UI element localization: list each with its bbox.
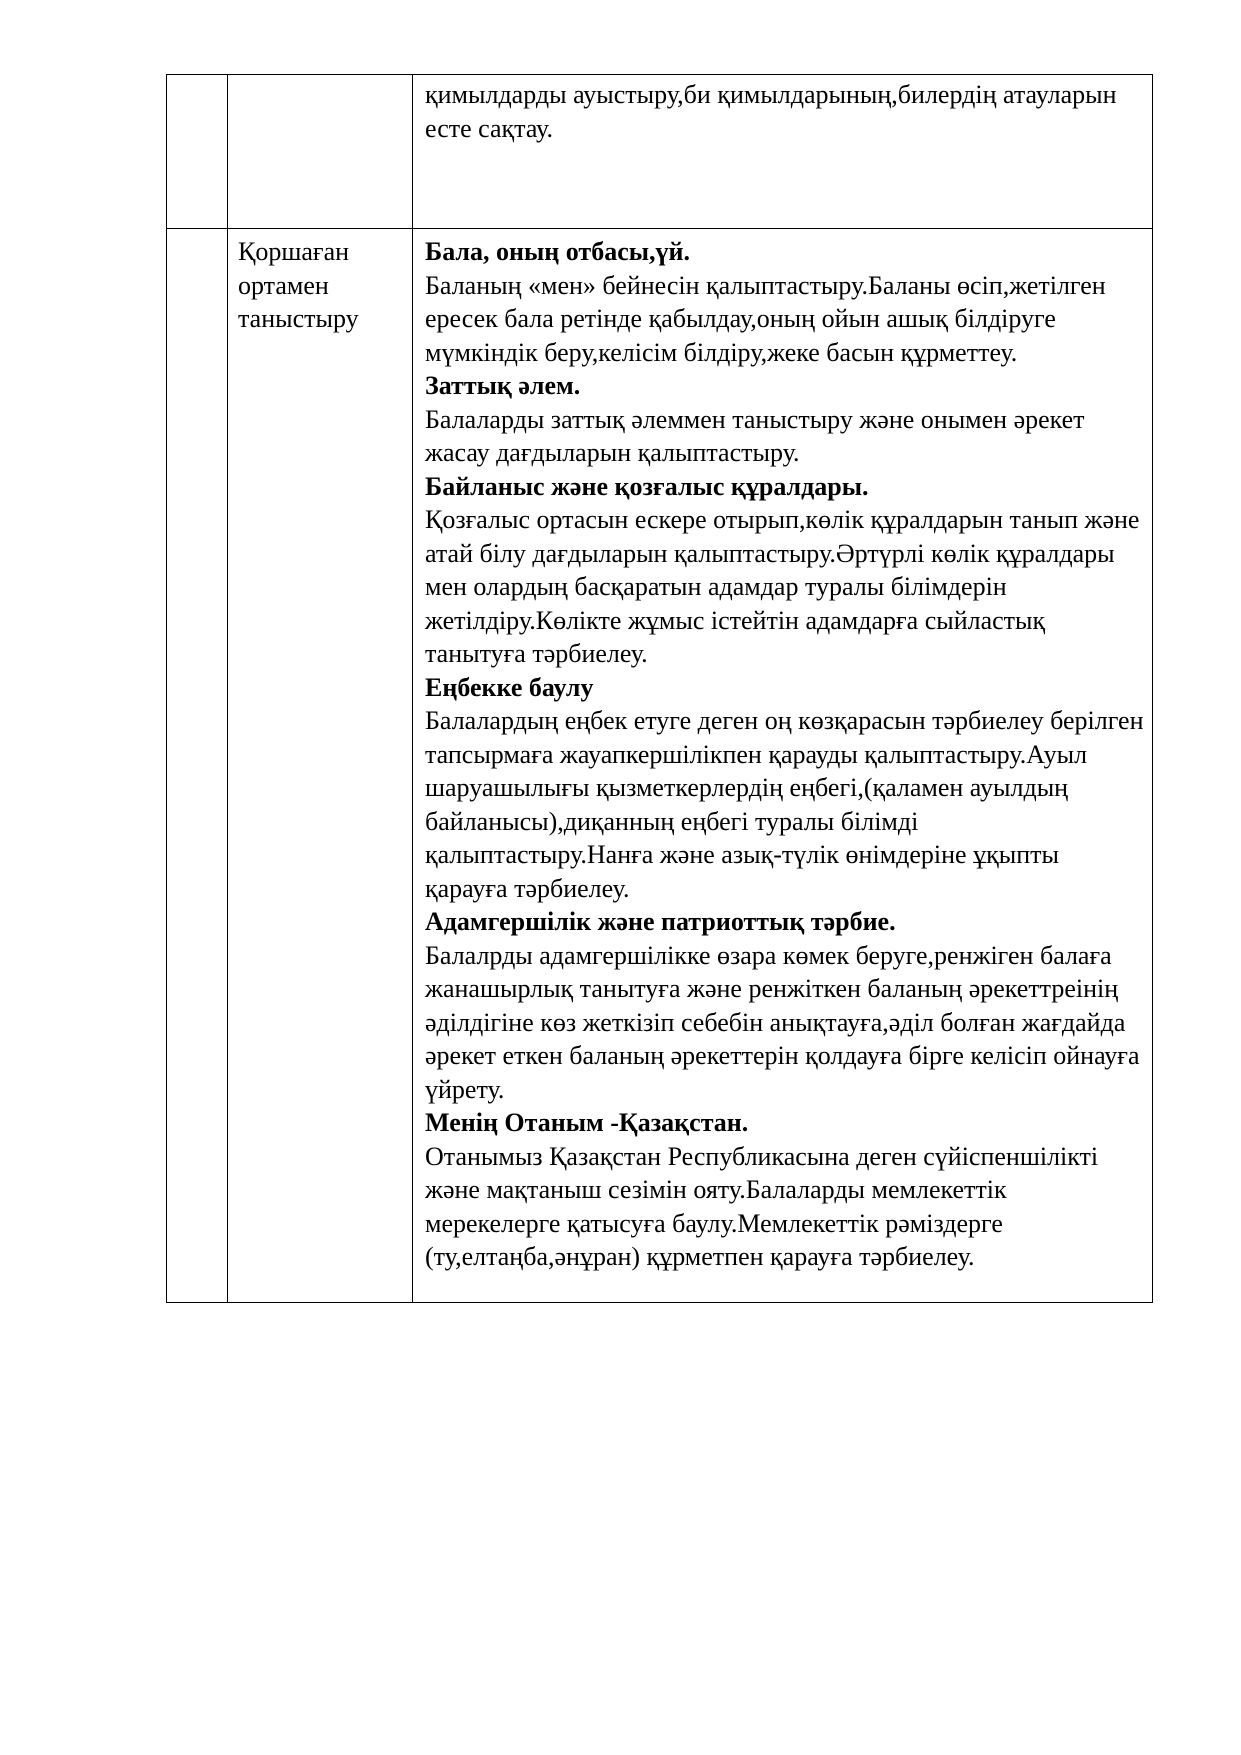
content-cell [413, 229, 1153, 1303]
section-title: Адамгершілік және патриоттық тәрбие. [425, 907, 896, 936]
section-text: Балаларды заттық әлеммен таныстыру және онымен әрекет жасау дағдыларын қалыптастыру. [425, 404, 1085, 467]
content-cell [413, 75, 1153, 229]
section-text: Қозғалыс ортасын ескере отырып,көлік құралдарын танып және атай білу дағдыларын қалыптастыру.Әртүрлі көлік құралдары мен олардың басқаратын адамдар туралы білімдерін жетілдіру.Көлікте жұмыс істейтін адамдарға сыйластық танытуға тәрбиелеу. [425, 505, 1140, 668]
table-row [167, 229, 1153, 1303]
section-text: Баланың «мен» бейнесін қалыптастыру.Баланы өсіп,жетілген ересек бала ретінде қабылдау,оның ойын ашық білдіруге мүмкіндік беру,келісім білдіру,жеке басын құрметтеу. [425, 270, 1106, 367]
section-text: Балалрды адамгершілікке өзара көмек беруге,ренжіген балаға жанашырлық танытуға және ренжіткен баланың әрекеттреінің әділдігіне көз жеткізіп себебін анықтауға,әділ болған жағдайда әрекет еткен баланың әрекеттерін қолдауға бірге келісіп ойнауға үйрету. [425, 940, 1140, 1104]
curriculum-table [166, 74, 1153, 1303]
subject-cell [228, 229, 413, 1303]
section-text: Отанымыз Қазақстан Республикасына деген сүйіспеншілікті және мақтаныш сезімін ояту.Балаларды мемлекеттік мерекелерге қатысуға баулу.Мемлекеттік рәміздерге (ту,елтаңба,әнұран) құрметпен қарауға тәрбиелеу. [425, 1141, 1099, 1271]
section-title: Байланыс және қозғалыс құралдары. [425, 471, 869, 501]
section-title: Менің Отаным -Қазақстан. [425, 1108, 749, 1137]
table-row [167, 75, 1153, 229]
number-cell [167, 75, 228, 229]
section-title: Заттық әлем. [425, 371, 581, 400]
section-title: Еңбекке баулу [425, 672, 594, 702]
subject-cell [228, 75, 413, 229]
subject-label: Қоршаған ортамен таныстыру [238, 237, 359, 333]
section-title: Бала, оның отбасы,үй. [425, 237, 691, 266]
number-cell [167, 229, 228, 1303]
section-text: Балалардың еңбек етуге деген оң көзқарасын тәрбиелеу берілген тапсырмаға жауапкершілікпен қарауды қалыптастыру.Ауыл шаруашылығы қызметкерлердің еңбегі,(қаламен ауылдың байланысы),диқанның еңбегі туралы білімді қалыптастыру.Нанға және азық-түлік өнімдеріне ұқыпты қарауға тәрбиелеу. [425, 706, 1144, 903]
section-text: қимылдарды ауыстыру,би қимылдарының,билердің атауларын есте сақтау. [425, 80, 1117, 143]
